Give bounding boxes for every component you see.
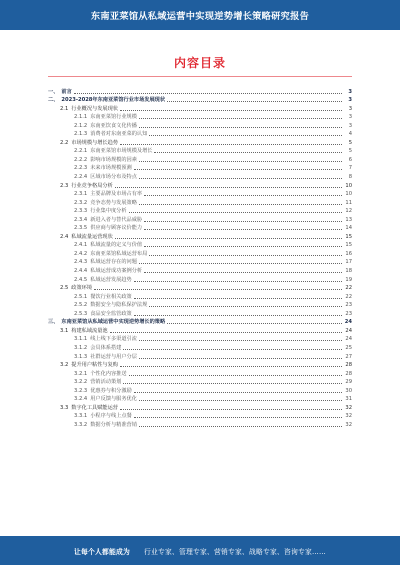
toc-leader-dots [139, 400, 342, 401]
toc-leader-dots [134, 315, 342, 316]
toc-entry-title: 小程序与线上点餐 [90, 413, 132, 420]
toc-entry-title: 餐饮行业相关政策 [90, 293, 132, 300]
toc-entry[interactable] [48, 214, 352, 223]
toc-leader-dots [139, 340, 342, 341]
toc-entry-title: 构建私域流量池 [71, 327, 108, 334]
toc-entry-page: 15 [345, 233, 352, 240]
toc-entry-number: 2.2.3 [74, 165, 88, 172]
toc-entry-page: 3 [348, 105, 352, 112]
toc-entry[interactable] [48, 163, 352, 172]
footer-slogan: 让每个人都能成为 [74, 547, 131, 556]
toc-leader-dots [167, 323, 342, 324]
toc-entry-number: 2.2 [60, 139, 69, 146]
toc-entry-page: 24 [345, 327, 352, 334]
toc-entry-title: 数字化工具赋能运营 [71, 404, 118, 411]
toc-entry-title: 个性化内容推送 [90, 370, 127, 377]
toc-leader-dots [120, 144, 342, 145]
toc-leader-dots [139, 127, 342, 128]
toc-heading-divider [48, 76, 352, 77]
toc-entry-page: 19 [345, 276, 352, 283]
toc-entry-number: 3.2.4 [74, 396, 88, 403]
toc-entry[interactable] [48, 360, 352, 369]
toc-entry-number: 3.1.3 [74, 353, 88, 360]
toc-entry-title: 行业集中度分析 [90, 208, 127, 215]
toc-entry-number: 2.3 [60, 182, 69, 189]
toc-entry-title: 提升用户粘性与复购 [71, 362, 118, 369]
toc-entry-title: 食品安全监管政策 [90, 310, 132, 317]
toc-leader-dots [149, 135, 342, 136]
toc-entry-number: 2.1 [60, 105, 69, 112]
toc-entry-page: 24 [345, 336, 352, 343]
toc-leader-dots [123, 383, 342, 384]
toc-entry[interactable] [48, 257, 352, 266]
toc-leader-dots [74, 93, 342, 94]
toc-entry[interactable] [48, 411, 352, 420]
toc-entry[interactable] [48, 419, 352, 428]
toc-entry-page: 23 [345, 302, 352, 309]
toc-entry-number: 一、 [48, 88, 59, 95]
toc-entry[interactable] [48, 103, 352, 112]
toc-leader-dots [144, 229, 342, 230]
toc-entry-page: 27 [345, 353, 352, 360]
toc-entry[interactable] [48, 223, 352, 232]
toc-entry-number: 3.1 [60, 327, 69, 334]
toc-entry-number: 2.4.5 [74, 276, 88, 283]
toc-leader-dots [144, 246, 342, 247]
toc-leader-dots [144, 221, 342, 222]
toc-leader-dots [134, 169, 342, 170]
report-header-bar [0, 0, 400, 30]
toc-entry-title: 数据安全与隐私保护法规 [90, 302, 148, 309]
toc-entry-title: 竞争态势与发展策略 [90, 199, 137, 206]
toc-entry[interactable] [48, 291, 352, 300]
toc-entry-number: 3.3.2 [74, 421, 88, 428]
toc-leader-dots [94, 289, 342, 290]
toc-entry-page: 30 [345, 387, 352, 394]
toc-entry-title: 供应商与顾客议价能力 [90, 225, 143, 232]
toc-entry-number: 2.4.4 [74, 268, 88, 275]
toc-leader-dots [144, 272, 342, 273]
toc-entry-number: 3.1.2 [74, 344, 88, 351]
toc-entry-number: 3.3.1 [74, 413, 88, 420]
toc-entry-page: 22 [345, 285, 352, 292]
toc-entry-title: 行业概况与发展现状 [71, 105, 118, 112]
toc-entry-number: 2.3.1 [74, 191, 88, 198]
toc-leader-dots [144, 195, 342, 196]
toc-entry-page: 3 [348, 88, 352, 95]
toc-entry[interactable] [48, 342, 352, 351]
toc-entry-number: 2.5.3 [74, 310, 88, 317]
toc-entry-page: 28 [345, 370, 352, 377]
toc-entry[interactable] [48, 206, 352, 215]
toc-entry[interactable] [48, 137, 352, 146]
toc-entry-number: 2.3.4 [74, 216, 88, 223]
toc-entry-title: 东南亚饮食文化传播 [90, 122, 137, 129]
toc-entry-title: 未来市场规模预测 [90, 165, 132, 172]
toc-leader-dots [139, 204, 342, 205]
toc-entry-page: 4 [348, 131, 352, 138]
toc-leader-dots [110, 332, 342, 333]
toc-entry-title: 线上线下多渠道引流 [90, 336, 137, 343]
toc-entry[interactable] [48, 308, 352, 317]
toc-entry-page: 25 [345, 344, 352, 351]
toc-entry-number: 2.4 [60, 233, 69, 240]
toc-entry-number: 2.3.3 [74, 208, 88, 215]
toc-entry-page: 15 [345, 242, 352, 249]
toc-entry-number: 3.1.1 [74, 336, 88, 343]
toc-entry[interactable] [48, 385, 352, 394]
toc-entry[interactable] [48, 171, 352, 180]
toc-entry-title: 东南亚菜馆行业规模 [90, 114, 137, 121]
toc-entry[interactable] [48, 317, 352, 326]
toc-entry-number: 2.1.1 [74, 114, 88, 121]
toc-entry-number: 3.2.2 [74, 379, 88, 386]
toc-entry-page: 28 [345, 362, 352, 369]
toc-leader-dots [139, 118, 342, 119]
toc-leader-dots [154, 152, 342, 153]
toc-entry-page: 22 [345, 293, 352, 300]
footer-roles: 行业专家、管理专家、营销专家、战略专家、咨询专家…… [144, 547, 326, 556]
toc-entry-number: 2.1.3 [74, 131, 88, 138]
toc-entry-number: 3.3 [60, 404, 69, 411]
toc-entry[interactable] [48, 351, 352, 360]
toc-entry-title: 政策环境 [71, 285, 93, 292]
toc-entry-title: 东南亚菜馆私域运营布局 [90, 250, 148, 257]
toc-entry-page: 7 [348, 165, 352, 172]
toc-entry[interactable] [48, 129, 352, 138]
toc-leader-dots [134, 392, 342, 393]
toc-entry-page: 16 [345, 250, 352, 257]
toc-leader-dots [120, 409, 342, 410]
table-of-contents [48, 86, 352, 428]
toc-entry-title: 2023-2028年东南亚菜馆行业市场发展现状 [61, 97, 166, 104]
toc-entry-title: 数据分析与精准营销 [90, 421, 137, 428]
toc-entry-title: 私域运营存在的问题 [90, 259, 137, 266]
toc-entry-page: 17 [345, 259, 352, 266]
toc-entry-page: 11 [345, 199, 352, 206]
toc-entry-page: 14 [345, 225, 352, 232]
footer-bar [0, 536, 400, 565]
toc-entry-title: 私域运营发展趋势 [90, 276, 132, 283]
toc-leader-dots [149, 255, 342, 256]
toc-entry-number: 3.2.3 [74, 387, 88, 394]
toc-entry[interactable] [48, 283, 352, 292]
toc-entry-title: 私域流量的定义与价值 [90, 242, 143, 249]
toc-entry[interactable] [48, 86, 352, 95]
toc-leader-dots [115, 187, 342, 188]
toc-entry-title: 消费者对东南亚菜的认知 [90, 131, 148, 138]
toc-entry[interactable] [48, 146, 352, 155]
toc-entry[interactable] [48, 325, 352, 334]
toc-entry-title: 东南亚菜馆从私域运营中实现逆势增长的策略 [61, 319, 166, 326]
toc-entry-number: 2.5.2 [74, 302, 88, 309]
toc-entry-number: 二、 [48, 97, 59, 104]
toc-entry[interactable] [48, 197, 352, 206]
toc-leader-dots [139, 161, 342, 162]
toc-entry-number: 2.4.2 [74, 250, 88, 257]
toc-entry-page: 6 [348, 156, 352, 163]
toc-entry-page: 24 [344, 319, 352, 326]
toc-entry-number: 2.4.1 [74, 242, 88, 249]
toc-entry[interactable] [48, 120, 352, 129]
toc-entry[interactable] [48, 95, 352, 104]
toc-entry-page: 23 [345, 310, 352, 317]
toc-entry-title: 私域运营成功案例分析 [90, 268, 143, 275]
toc-leader-dots [134, 281, 342, 282]
toc-entry-title: 市场规模与增长趋势 [71, 139, 118, 146]
toc-leader-dots [167, 101, 342, 102]
toc-entry-page: 32 [345, 413, 352, 420]
toc-entry-title: 会员体系搭建 [90, 344, 122, 351]
toc-leader-dots [139, 358, 342, 359]
toc-entry[interactable] [48, 180, 352, 189]
toc-entry-page: 5 [348, 148, 352, 155]
toc-entry[interactable] [48, 189, 352, 198]
toc-entry-number: 2.3.5 [74, 225, 88, 232]
toc-entry-number: 2.2.4 [74, 174, 88, 181]
toc-entry[interactable] [48, 248, 352, 257]
toc-entry-title: 营销活动策划 [90, 379, 122, 386]
toc-entry[interactable] [48, 402, 352, 411]
toc-entry-number: 2.2.1 [74, 148, 88, 155]
toc-entry-page: 8 [348, 174, 352, 181]
toc-leader-dots [139, 263, 342, 264]
toc-entry[interactable] [48, 240, 352, 249]
toc-entry-title: 影响市场规模的因素 [90, 156, 137, 163]
toc-entry-title: 私域流量运营现状 [71, 233, 113, 240]
toc-entry[interactable] [48, 265, 352, 274]
toc-entry-number: 2.3.2 [74, 199, 88, 206]
toc-leader-dots [120, 110, 342, 111]
report-title: 东南亚菜馆从私域运营中实现逆势增长策略研究报告 [90, 11, 310, 22]
toc-entry-title: 优惠券与积分激励 [90, 387, 132, 394]
toc-entry-page: 31 [345, 396, 352, 403]
toc-leader-dots [120, 366, 342, 367]
toc-entry-page: 32 [345, 404, 352, 411]
toc-leader-dots [129, 375, 342, 376]
toc-leader-dots [115, 238, 342, 239]
toc-leader-dots [134, 298, 342, 299]
toc-entry-number: 2.5 [60, 285, 69, 292]
toc-entry-title: 主要品牌及市场占有率 [90, 191, 143, 198]
toc-entry-page: 10 [345, 182, 352, 189]
toc-entry-number: 2.1.2 [74, 122, 88, 129]
toc-entry-page: 3 [348, 122, 352, 129]
toc-heading: 内容目录 [173, 56, 226, 70]
toc-entry[interactable] [48, 300, 352, 309]
toc-entry-number: 三、 [48, 319, 59, 326]
toc-entry-number: 2.2.2 [74, 156, 88, 163]
toc-entry-page: 10 [345, 191, 352, 198]
toc-entry-title: 用户反馈与服务优化 [90, 396, 137, 403]
toc-entry-page: 29 [345, 379, 352, 386]
toc-leader-dots [129, 212, 342, 213]
toc-entry-page: 3 [348, 97, 352, 104]
toc-entry-title: 社群运营与用户分层 [90, 353, 137, 360]
toc-entry-page: 5 [348, 139, 352, 146]
toc-entry[interactable] [48, 394, 352, 403]
toc-entry-title: 行业竞争格局分析 [71, 182, 113, 189]
toc-entry[interactable] [48, 274, 352, 283]
toc-entry-page: 3 [348, 114, 352, 121]
toc-entry[interactable] [48, 368, 352, 377]
toc-entry-page: 13 [345, 216, 352, 223]
toc-entry-page: 18 [345, 268, 352, 275]
toc-entry-title: 新进入者与替代品威胁 [90, 216, 143, 223]
toc-entry-title: 区域市场分布及特点 [90, 174, 137, 181]
toc-leader-dots [123, 349, 342, 350]
toc-entry[interactable] [48, 334, 352, 343]
toc-entry[interactable] [48, 377, 352, 386]
toc-entry[interactable] [48, 112, 352, 121]
toc-leader-dots [134, 417, 342, 418]
toc-leader-dots [149, 306, 342, 307]
toc-leader-dots [139, 178, 342, 179]
toc-leader-dots [139, 426, 342, 427]
toc-entry-number: 2.5.1 [74, 293, 88, 300]
toc-entry-page: 32 [345, 421, 352, 428]
toc-entry-title: 东南亚菜馆市场规模及增长 [90, 148, 153, 155]
toc-entry-number: 2.4.3 [74, 259, 88, 266]
toc-entry-number: 3.2.1 [74, 370, 88, 377]
toc-entry-number: 3.2 [60, 362, 69, 369]
toc-entry-title: 前言 [61, 88, 72, 95]
toc-entry[interactable] [48, 231, 352, 240]
toc-entry-page: 12 [345, 208, 352, 215]
toc-entry[interactable] [48, 154, 352, 163]
